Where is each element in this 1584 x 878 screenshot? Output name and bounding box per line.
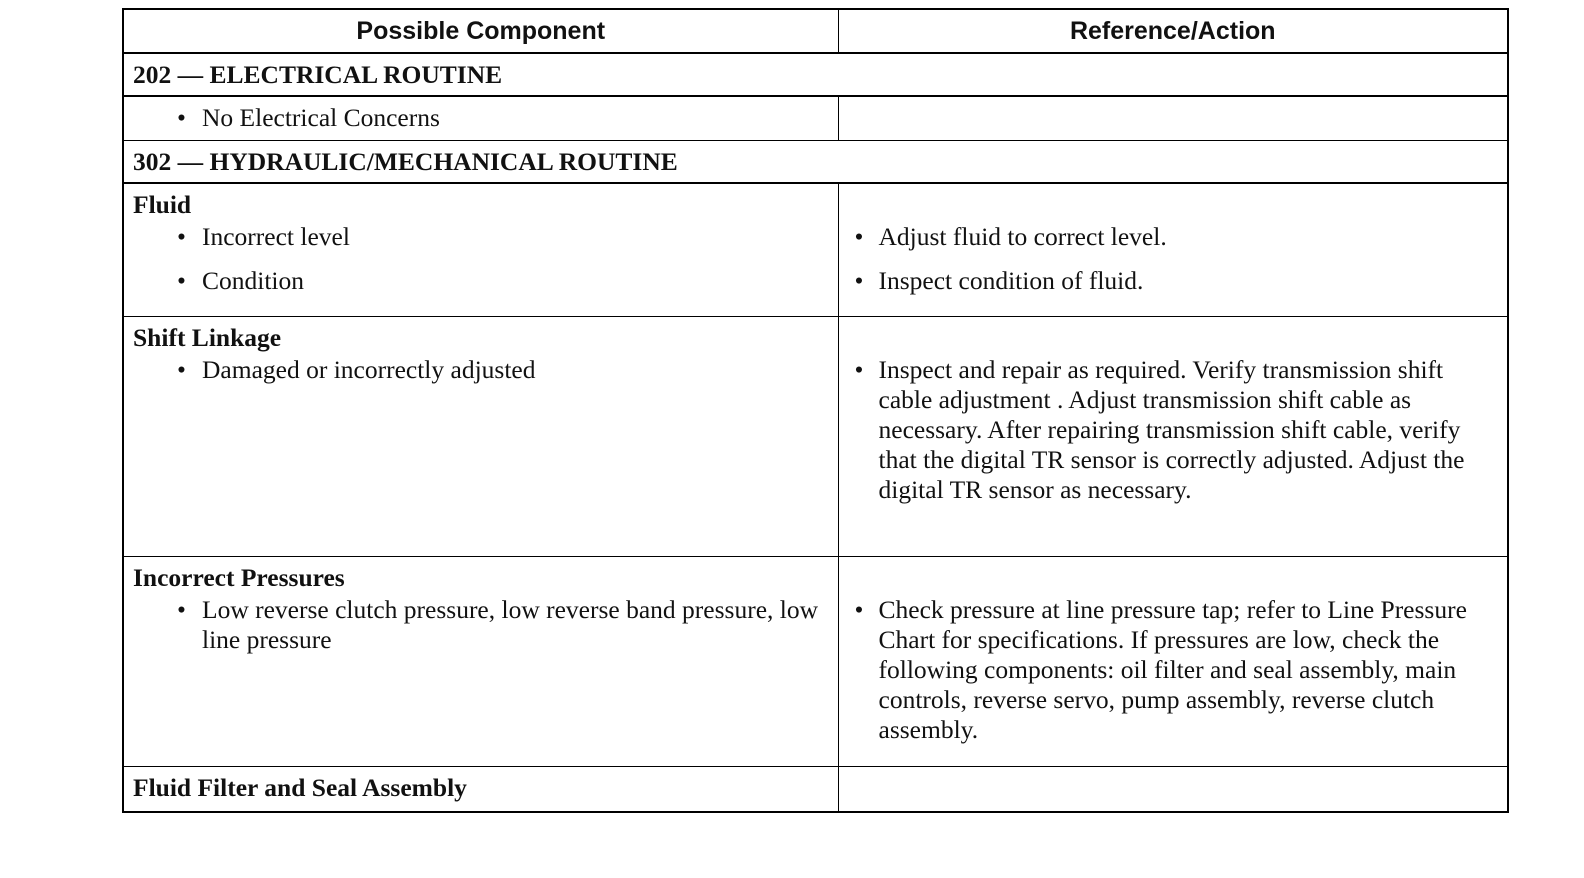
list-item (124, 222, 838, 252)
diagnosis-table (122, 8, 1509, 813)
group-title: Shift Linkage (133, 323, 282, 352)
action-cell (838, 317, 1508, 557)
action-cell (838, 96, 1508, 140)
group-title: Fluid (133, 190, 192, 219)
list-item (124, 355, 838, 385)
section-row-hydraulic (123, 140, 1508, 183)
table-row (123, 183, 1508, 317)
header-row (123, 9, 1508, 53)
header-possible-component: Possible Component (123, 9, 838, 53)
action-text: Adjust fluid to correct level. (878, 222, 1167, 251)
bullet-icon: • (177, 595, 186, 624)
list-item (839, 266, 1508, 296)
list-item (124, 103, 838, 133)
bullet-icon: • (854, 266, 864, 295)
table-row (123, 557, 1508, 767)
bullet-icon: • (177, 222, 186, 251)
action-text: Inspect and repair as required. Verify transmission shift cable adjustment . Adjust transmission shift cable as necessary. After repairing transmission shift cable, verify that the digital TR sensor is correctly adjusted. Adjust the digital TR sensor as necessary. (878, 355, 1465, 504)
table-row (123, 767, 1508, 813)
component-text: No Electrical Concerns (202, 103, 440, 132)
list-item (124, 595, 838, 655)
section-row-electrical (123, 53, 1508, 96)
component-text: Low reverse clutch pressure, low reverse band pressure, low line pressure (202, 595, 819, 654)
header-reference-action: Reference/Action (838, 9, 1508, 53)
bullet-icon: • (177, 103, 186, 132)
table-row (123, 96, 1508, 140)
section-title-hydraulic: 302 — HYDRAULIC/MECHANICAL ROUTINE (123, 140, 1508, 183)
component-text: Damaged or incorrectly adjusted (202, 355, 536, 384)
group-title: Fluid Filter and Seal Assembly (123, 767, 838, 813)
list-item (839, 355, 1508, 505)
action-cell (838, 183, 1508, 317)
component-cell (123, 557, 838, 767)
component-cell (123, 183, 838, 317)
bullet-icon: • (854, 595, 864, 624)
component-cell (123, 317, 838, 557)
component-text: Condition (202, 266, 305, 295)
list-item (124, 266, 838, 296)
action-cell (838, 767, 1508, 813)
bullet-icon: • (854, 355, 864, 384)
component-cell (123, 96, 838, 140)
bullet-icon: • (177, 266, 186, 295)
action-text: Inspect condition of fluid. (878, 266, 1144, 295)
list-item (839, 222, 1508, 252)
bullet-icon: • (854, 222, 864, 251)
list-item (839, 595, 1508, 745)
group-title: Incorrect Pressures (133, 563, 345, 592)
bullet-icon: • (177, 355, 186, 384)
section-title-electrical: 202 — ELECTRICAL ROUTINE (123, 53, 1508, 96)
action-text: Check pressure at line pressure tap; refer to Line Pressure Chart for specifications. If pressures are low, check the following components: oil filter and seal assembly, main controls, reverse servo, pump assembly, reverse clutch assembly. (878, 595, 1467, 744)
component-text: Incorrect level (202, 222, 350, 251)
table-row (123, 317, 1508, 557)
action-cell (838, 557, 1508, 767)
